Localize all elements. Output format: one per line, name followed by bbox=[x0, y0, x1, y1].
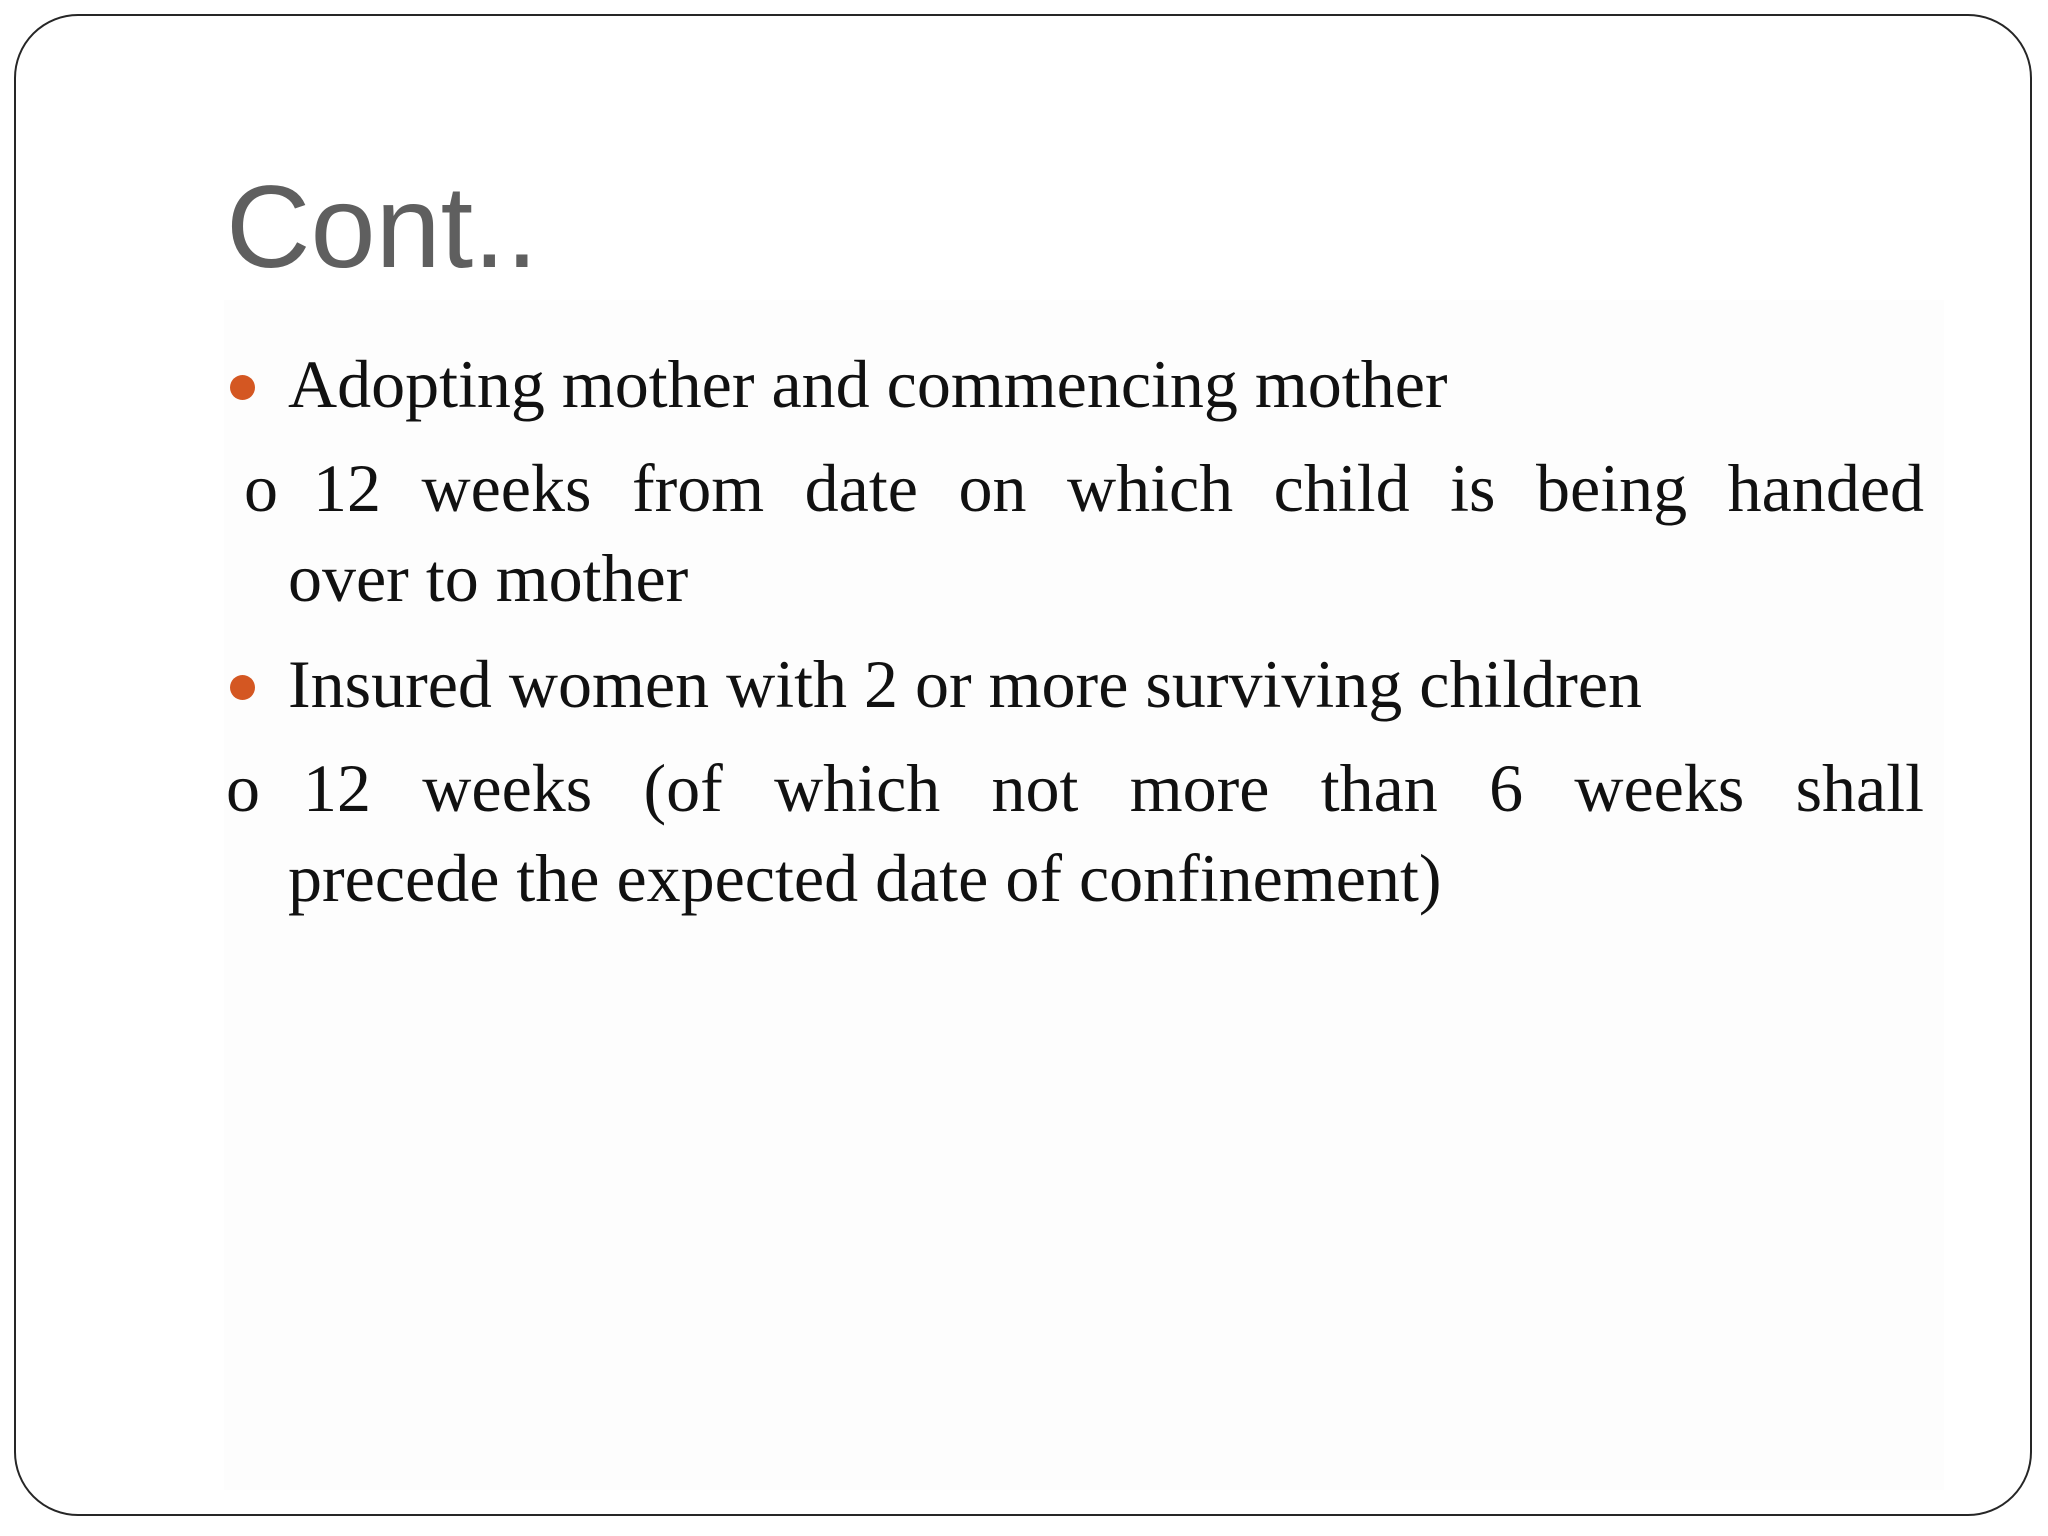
sub-item-continuation: precede the expected date of confinement) bbox=[288, 840, 1442, 916]
bullet-dot-icon bbox=[230, 375, 255, 400]
slide-title: Cont.. bbox=[226, 161, 539, 292]
sub-item-marker: o bbox=[244, 450, 278, 526]
sub-item-line: 12 weeks (of which not more than 6 weeks shall bbox=[303, 750, 1924, 826]
sub-item-continuation: over to mother bbox=[288, 540, 689, 616]
sub-item-line: 12 weeks from date on which child is being handed bbox=[313, 450, 1924, 526]
bullet-item-insured-women: Insured women with 2 or more surviving children bbox=[288, 646, 1643, 722]
bullet-item-adopting-mother: Adopting mother and commencing mother bbox=[288, 346, 1448, 422]
bullet-dot-icon bbox=[230, 675, 255, 700]
sub-item-marker: o bbox=[226, 750, 260, 826]
